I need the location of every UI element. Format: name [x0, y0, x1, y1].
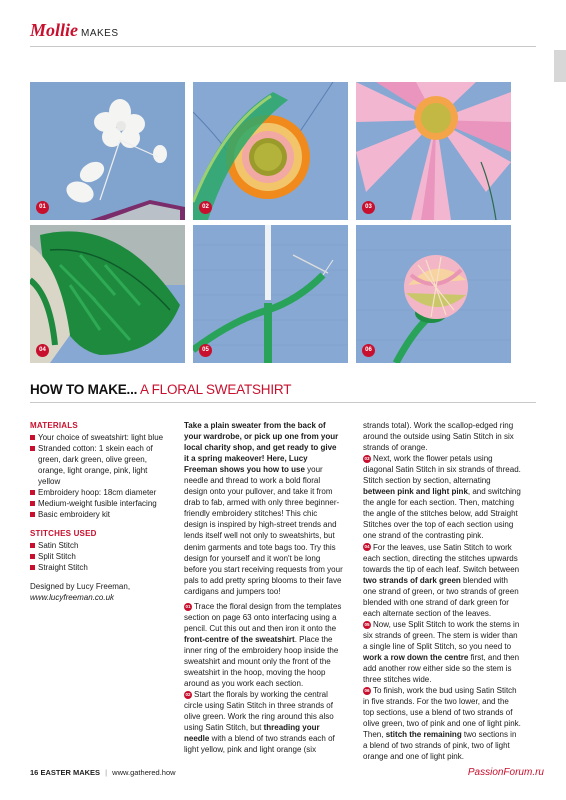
step-text: For the leaves, use Satin Stitch to work each section, directing the stitches upwards towards the tip of each leaf. Switch between [363, 542, 520, 574]
step-badge: 06 [362, 344, 375, 357]
designer-name: Designed by Lucy Freeman, [30, 582, 131, 591]
step-06 [363, 685, 522, 762]
step-number-icon: 03 [364, 456, 370, 462]
step-text: first, and then add another row either side so the stem is three stitches wide. [363, 652, 520, 685]
step-text: Trace the floral design from the templates section on page 63 onto interfacing using a pencil. Cut this out and then iron it onto the [184, 601, 342, 633]
step-number-icon: 01 [185, 603, 191, 609]
list-item: Your choice of sweatshirt: light blue [30, 432, 170, 443]
page-header [30, 20, 119, 42]
list-item: Straight Stitch [30, 562, 170, 573]
step-text: Now, use Split Stitch to work the stems in six strands of green. The stem is wider than a single line of Split Stitch, so you need to [363, 619, 520, 651]
step-text: . Place the inner ring of the embroidery hoop inside the sweatshirt and mount only the front of the sweatshirt in the hoop, moving the hoop around as you work each section. [184, 634, 339, 689]
designer-credit [30, 581, 170, 603]
step-photo-04 [30, 225, 185, 363]
intro-text: your needle and thread to work a bold floral design onto your pullover, and take it from drab to fab, armed with only three beginner-friendly embroidery stitches! This chic design is inspired by high-street trends and lends itself well not only to sweatshirts, but denim garments and tote bags too. Try this design for yourself and it won't be long before you start receiving requests from your pals to add pretty spring blooms to their fave cardigans and jumpers too! [184, 465, 343, 596]
step-number-icon: 04 [364, 544, 370, 550]
step-text: To finish, work the bud using Satin Stitch in five strands. For the two lower, and the top sections, use a blend of two strands of olive green, two of pink and one of light pink. Then, [363, 686, 521, 740]
header-divider [30, 46, 536, 47]
step-photo-02 [193, 82, 348, 220]
brand-logo: Mollie [30, 20, 78, 40]
step-photo-05 [193, 225, 348, 363]
list-item: Medium-weight fusible interfacing [30, 498, 170, 509]
section-label: MAKES [81, 28, 119, 39]
step-badge: 02 [199, 201, 212, 214]
title-subject: A FLORAL SWEATSHIRT [137, 382, 292, 397]
list-item: Basic embroidery kit [30, 509, 170, 520]
intro-lead: Take a plain sweater from the back of your wardrobe, or pick up one from your local charity shop, and get ready to give it a spring makeover! Here, Lucy Freeman shows you how to use [184, 421, 339, 475]
materials-heading: MATERIALS [30, 421, 78, 430]
step-emphasis: two strands of dark green [363, 575, 461, 585]
magazine-name: EASTER MAKES [40, 768, 101, 777]
page-footer [30, 768, 176, 777]
step-photo-01 [30, 82, 185, 220]
iron-interfacing-photo-icon [30, 82, 185, 220]
list-item: Satin Stitch [30, 540, 170, 551]
footer-separator: | [105, 768, 108, 777]
list-item: Stranded cotton: 1 skein each of green, dark green, olive green, orange, light orange, pink, light yellow [30, 443, 170, 487]
materials-list [30, 432, 170, 520]
step-text: Next, work the flower petals using diagonal Satin Stitch in six strands of thread. Stitch section by section, alternating [363, 454, 521, 486]
stitches-heading: STITCHES USED [30, 529, 97, 538]
title-prefix: HOW TO MAKE... [30, 382, 138, 397]
step-number-icon: 06 [364, 688, 370, 694]
step-text: two sections in a blend of two strands of pink, two of light orange and one of light pink. [363, 730, 517, 762]
step-badge: 04 [36, 344, 49, 357]
watermark: PassionForum.ru [467, 767, 544, 778]
designer-url[interactable]: www.lucyfreeman.co.uk [30, 593, 115, 602]
step-emphasis: threading your needle [184, 723, 320, 744]
page-title [30, 382, 291, 397]
list-item: Split Stitch [30, 551, 170, 562]
step-text: , and switching the angle for each section. Then, matching the angle of the stitches below, add Straight Stitches over the top of each section using one strand of the contrasting pink. [363, 487, 521, 541]
step-01 [184, 601, 343, 689]
step-photo-06 [356, 225, 511, 363]
pink-petals-photo-icon [356, 82, 511, 220]
step-text: Start the florals by working the central circle using Satin Stitch in three strands of olive green. Work the ring around this also using Satin Stitch, but [184, 690, 334, 733]
step-emphasis: work a row down the centre [363, 652, 469, 662]
flower-bud-photo-icon [356, 225, 511, 363]
step-number-icon: 05 [364, 621, 370, 627]
footer-url[interactable]: www.gathered.how [112, 768, 176, 777]
step-emphasis: front-centre of the sweatshirt [184, 634, 295, 644]
step-badge: 05 [199, 344, 212, 357]
green-leaves-photo-icon [30, 225, 185, 363]
step-text: with a blend of two strands each of light yellow, pink and light orange (six [184, 734, 335, 755]
step-03 [363, 453, 522, 541]
stitches-list [30, 540, 170, 573]
materials-column [30, 420, 170, 603]
title-divider [30, 402, 536, 403]
step-photo-03 [356, 82, 511, 220]
step-02-continued: strands total). Work the scallop-edged ring around the outside using Satin Stitch in six strands of orange. [363, 421, 514, 453]
page-tab-marker [554, 50, 566, 82]
step-badge: 01 [36, 201, 49, 214]
step-emphasis: between pink and light pink [363, 487, 468, 497]
page-number: 16 [30, 768, 39, 777]
sunflower-centre-photo-icon [193, 82, 348, 220]
step-badge: 03 [362, 201, 375, 214]
stem-stitch-photo-icon [193, 225, 348, 363]
step-02 [184, 689, 343, 755]
step-emphasis: stitch the remaining [385, 730, 462, 740]
instructions-column-1 [184, 420, 343, 755]
intro-paragraph [184, 420, 343, 597]
step-text: blended with one strand of green, or two strands of green blended with one strand of dark green for each alternate section of the leaves. [363, 575, 519, 618]
list-item: Embroidery hoop: 18cm diameter [30, 487, 170, 498]
instructions-column-2 [363, 420, 522, 762]
step-number-icon: 02 [185, 692, 191, 698]
step-05 [363, 619, 522, 685]
step-04 [363, 542, 522, 619]
